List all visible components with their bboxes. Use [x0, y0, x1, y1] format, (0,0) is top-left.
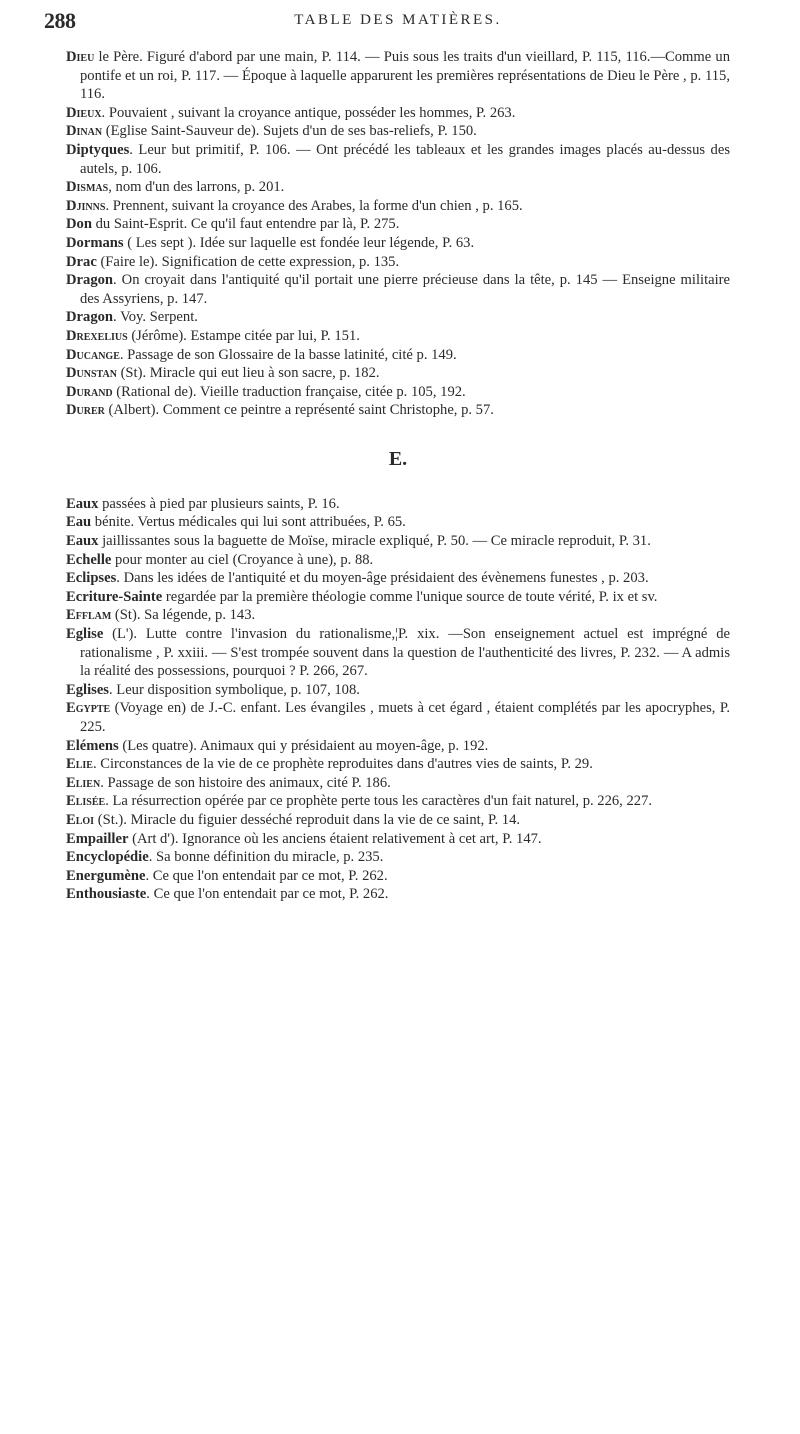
index-entry	[66, 253, 730, 272]
index-entry	[66, 606, 730, 625]
entry-text: le Père. Figuré d'abord par une main, P. 114. — Puis sous les traits d'un vieillard, P. 115, 116.—Comme un pontife et un roi, P. 117. — Époque à laquelle apparurent les premières représentations de Dieu le Père , p. 115, 116.	[80, 49, 730, 103]
entry-text: pour monter au ciel (Croyance à une), p. 88.	[111, 551, 374, 568]
entry-headword: Energumène	[66, 867, 146, 884]
entry-text: . Ce que l'on entendait par ce mot, P. 262.	[146, 886, 389, 903]
entry-headword: Dunstan	[66, 365, 117, 382]
entry-text: (Les quatre). Animaux qui y présidaient au moyen-âge, p. 192.	[118, 737, 489, 754]
entry-headword: Eglise	[66, 626, 104, 643]
entry-text: . Pouvaient , suivant la croyance antique, posséder les hommes, P. 263.	[101, 104, 516, 121]
entry-headword: Dormans	[66, 234, 124, 251]
entry-text: . Prennent, suivant la croyance des Arabes, la forme d'un chien , p. 165.	[105, 197, 523, 214]
page-number: 288	[44, 8, 76, 33]
index-section-e	[66, 495, 730, 904]
entry-headword: Egypte	[66, 700, 111, 717]
index-entry	[66, 737, 730, 756]
entry-text: . Voy. Serpent.	[113, 309, 198, 326]
entry-headword: Dragon	[66, 272, 114, 289]
index-entry	[66, 346, 730, 365]
entry-headword: Eloi	[66, 811, 95, 828]
entry-headword: Don	[66, 216, 92, 233]
index-entry	[66, 401, 730, 420]
entry-headword: Ecriture-Sainte	[66, 588, 163, 605]
index-entry	[66, 569, 730, 588]
entry-text: . Ce que l'on entendait par ce mot, P. 262.	[145, 867, 388, 884]
entry-headword: Drac	[66, 253, 97, 270]
index-section-d	[66, 48, 730, 420]
entry-headword: Ducange	[66, 346, 120, 363]
entry-text: , nom d'un des larrons, p. 201.	[108, 179, 285, 196]
entry-text: . Sa bonne définition du miracle, p. 235.	[148, 849, 384, 866]
entry-headword: Drexelius	[66, 327, 128, 344]
entry-text: (Jérôme). Estampe citée par lui, P. 151.	[127, 327, 360, 344]
entry-text: . La résurrection opérée par ce prophète perte tous les caractères d'un fait naturel, p. 226, 227.	[105, 793, 653, 810]
entry-text: . Circonstances de la vie de ce prophète reproduites dans d'autres vies de saints, P. 29.	[92, 756, 593, 773]
entry-text: (Faire le). Signification de cette expression, p. 135.	[96, 253, 400, 270]
entry-text: . Passage de son Glossaire de la basse latinité, cité p. 149.	[119, 346, 457, 363]
entry-text: bénite. Vertus médicales qui lui sont attribuées, P. 65.	[91, 514, 406, 531]
index-entry	[66, 141, 730, 178]
index-entry	[66, 234, 730, 253]
page-header	[44, 8, 730, 48]
index-entry	[66, 848, 730, 867]
index-entry	[66, 551, 730, 570]
entry-text: (St). Sa légende, p. 143.	[111, 607, 256, 624]
index-entry	[66, 327, 730, 346]
entry-headword: Eau	[66, 514, 92, 531]
entry-headword: Elisée	[66, 793, 106, 810]
index-entry	[66, 495, 730, 514]
running-title: TABLE DES MATIÈRES.	[294, 12, 502, 28]
index-entry	[66, 774, 730, 793]
entry-text: regardée par la première théologie comme l'unique source de toute vérité, P. ix et sv.	[162, 588, 658, 605]
entry-text: du Saint-Esprit. Ce qu'il faut entendre par là, P. 275.	[91, 216, 400, 233]
entry-headword: Durand	[66, 383, 113, 400]
index-entry	[66, 792, 730, 811]
entry-headword: Empailler	[66, 830, 129, 847]
index-entry	[66, 215, 730, 234]
entry-text: (Art d'). Ignorance où les anciens étaient relativement à cet art, P. 147.	[128, 830, 542, 847]
index-entry	[66, 681, 730, 700]
entry-text: (St). Miracle qui eut lieu à son sacre, p. 182.	[116, 365, 380, 382]
index-entry	[66, 197, 730, 216]
entry-headword: Efflam	[66, 607, 112, 624]
entry-headword: Diptyques	[66, 141, 130, 158]
index-entry	[66, 885, 730, 904]
entry-text: . Passage de son histoire des animaux, cité P. 186.	[100, 774, 391, 791]
index-entry	[66, 271, 730, 308]
entry-headword: Djinns	[66, 197, 106, 214]
index-entry	[66, 48, 730, 104]
entry-text: (Albert). Comment ce peintre a représenté saint Christophe, p. 57.	[104, 402, 494, 419]
entry-text: jaillissantes sous la baguette de Moïse, miracle expliqué, P. 50. — Ce miracle reproduit, P. 31.	[98, 533, 651, 550]
index-entry	[66, 104, 730, 123]
index-entry	[66, 811, 730, 830]
entry-headword: Encyclopédie	[66, 849, 149, 866]
entry-text: passées à pied par plusieurs saints, P. 16.	[98, 495, 340, 512]
entry-headword: Durer	[66, 402, 105, 419]
index-entry	[66, 178, 730, 197]
entry-text: . On croyait dans l'antiquité qu'il portait une pierre précieuse dans la tête, p. 145 — Enseigne militaire des Assyriens, p. 147.	[80, 272, 730, 307]
entry-headword: Dragon	[66, 309, 114, 326]
entry-headword: Elie	[66, 756, 93, 773]
index-entry	[66, 588, 730, 607]
index-entry	[66, 625, 730, 681]
entry-headword: Dinan	[66, 123, 103, 140]
entry-text: (L'). Lutte contre l'invasion du rationalisme,¦P. xix. —Son enseignement actuel est imprégné de rationalisme , P. xxiii. — S'est trompée souvent dans la question de l'authenticité des livres, P. 232. — A admis la réalité des possessions, pourquoi ? P. 266, 267.	[80, 626, 730, 680]
index-entry	[66, 383, 730, 402]
entry-headword: Echelle	[66, 551, 112, 568]
index-entry	[66, 830, 730, 849]
entry-headword: Enthousiaste	[66, 886, 147, 903]
index-entry	[66, 532, 730, 551]
index-entry	[66, 699, 730, 736]
section-letter-heading: E.	[388, 447, 408, 470]
entry-headword: Dismas	[66, 179, 109, 196]
entry-headword: Dieu	[66, 49, 95, 65]
entry-text: (Eglise Saint-Sauveur de). Sujets d'un de ses bas-reliefs, P. 150.	[102, 123, 477, 140]
index-entry	[66, 867, 730, 886]
entry-text: (St.). Miracle du figuier desséché reproduit dans la vie de ce saint, P. 14.	[94, 811, 521, 828]
entry-headword: Eglises	[66, 681, 109, 698]
entry-headword: Dieux	[66, 104, 102, 121]
index-entry	[66, 364, 730, 383]
entry-headword: Eaux	[66, 533, 99, 550]
index-entry	[66, 308, 730, 327]
entry-text: . Dans les idées de l'antiquité et du moyen-âge présidaient des évènemens funestes , p. 203.	[116, 570, 649, 587]
entry-text: (Voyage en) de J.-C. enfant. Les évangiles , muets à cet égard , étaient complétés par les apocryphes, P. 225.	[80, 700, 730, 735]
entry-headword: Elémens	[66, 737, 119, 754]
index-entry	[66, 122, 730, 141]
entry-headword: Eclipses	[66, 570, 117, 587]
index-entry	[66, 513, 730, 532]
entry-text: ( Les sept ). Idée sur laquelle est fondée leur légende, P. 63.	[123, 234, 475, 251]
entry-text: (Rational de). Vieille traduction française, citée p. 105, 192.	[112, 383, 466, 400]
entry-headword: Elien	[66, 774, 101, 791]
entry-headword: Eaux	[66, 495, 99, 512]
index-entry	[66, 755, 730, 774]
entry-text: . Leur but primitif, P. 106. — Ont précédé les tableaux et les grandes images placés au-dessus des autels, p. 106.	[80, 141, 730, 177]
entry-text: . Leur disposition symbolique, p. 107, 108.	[108, 681, 360, 698]
